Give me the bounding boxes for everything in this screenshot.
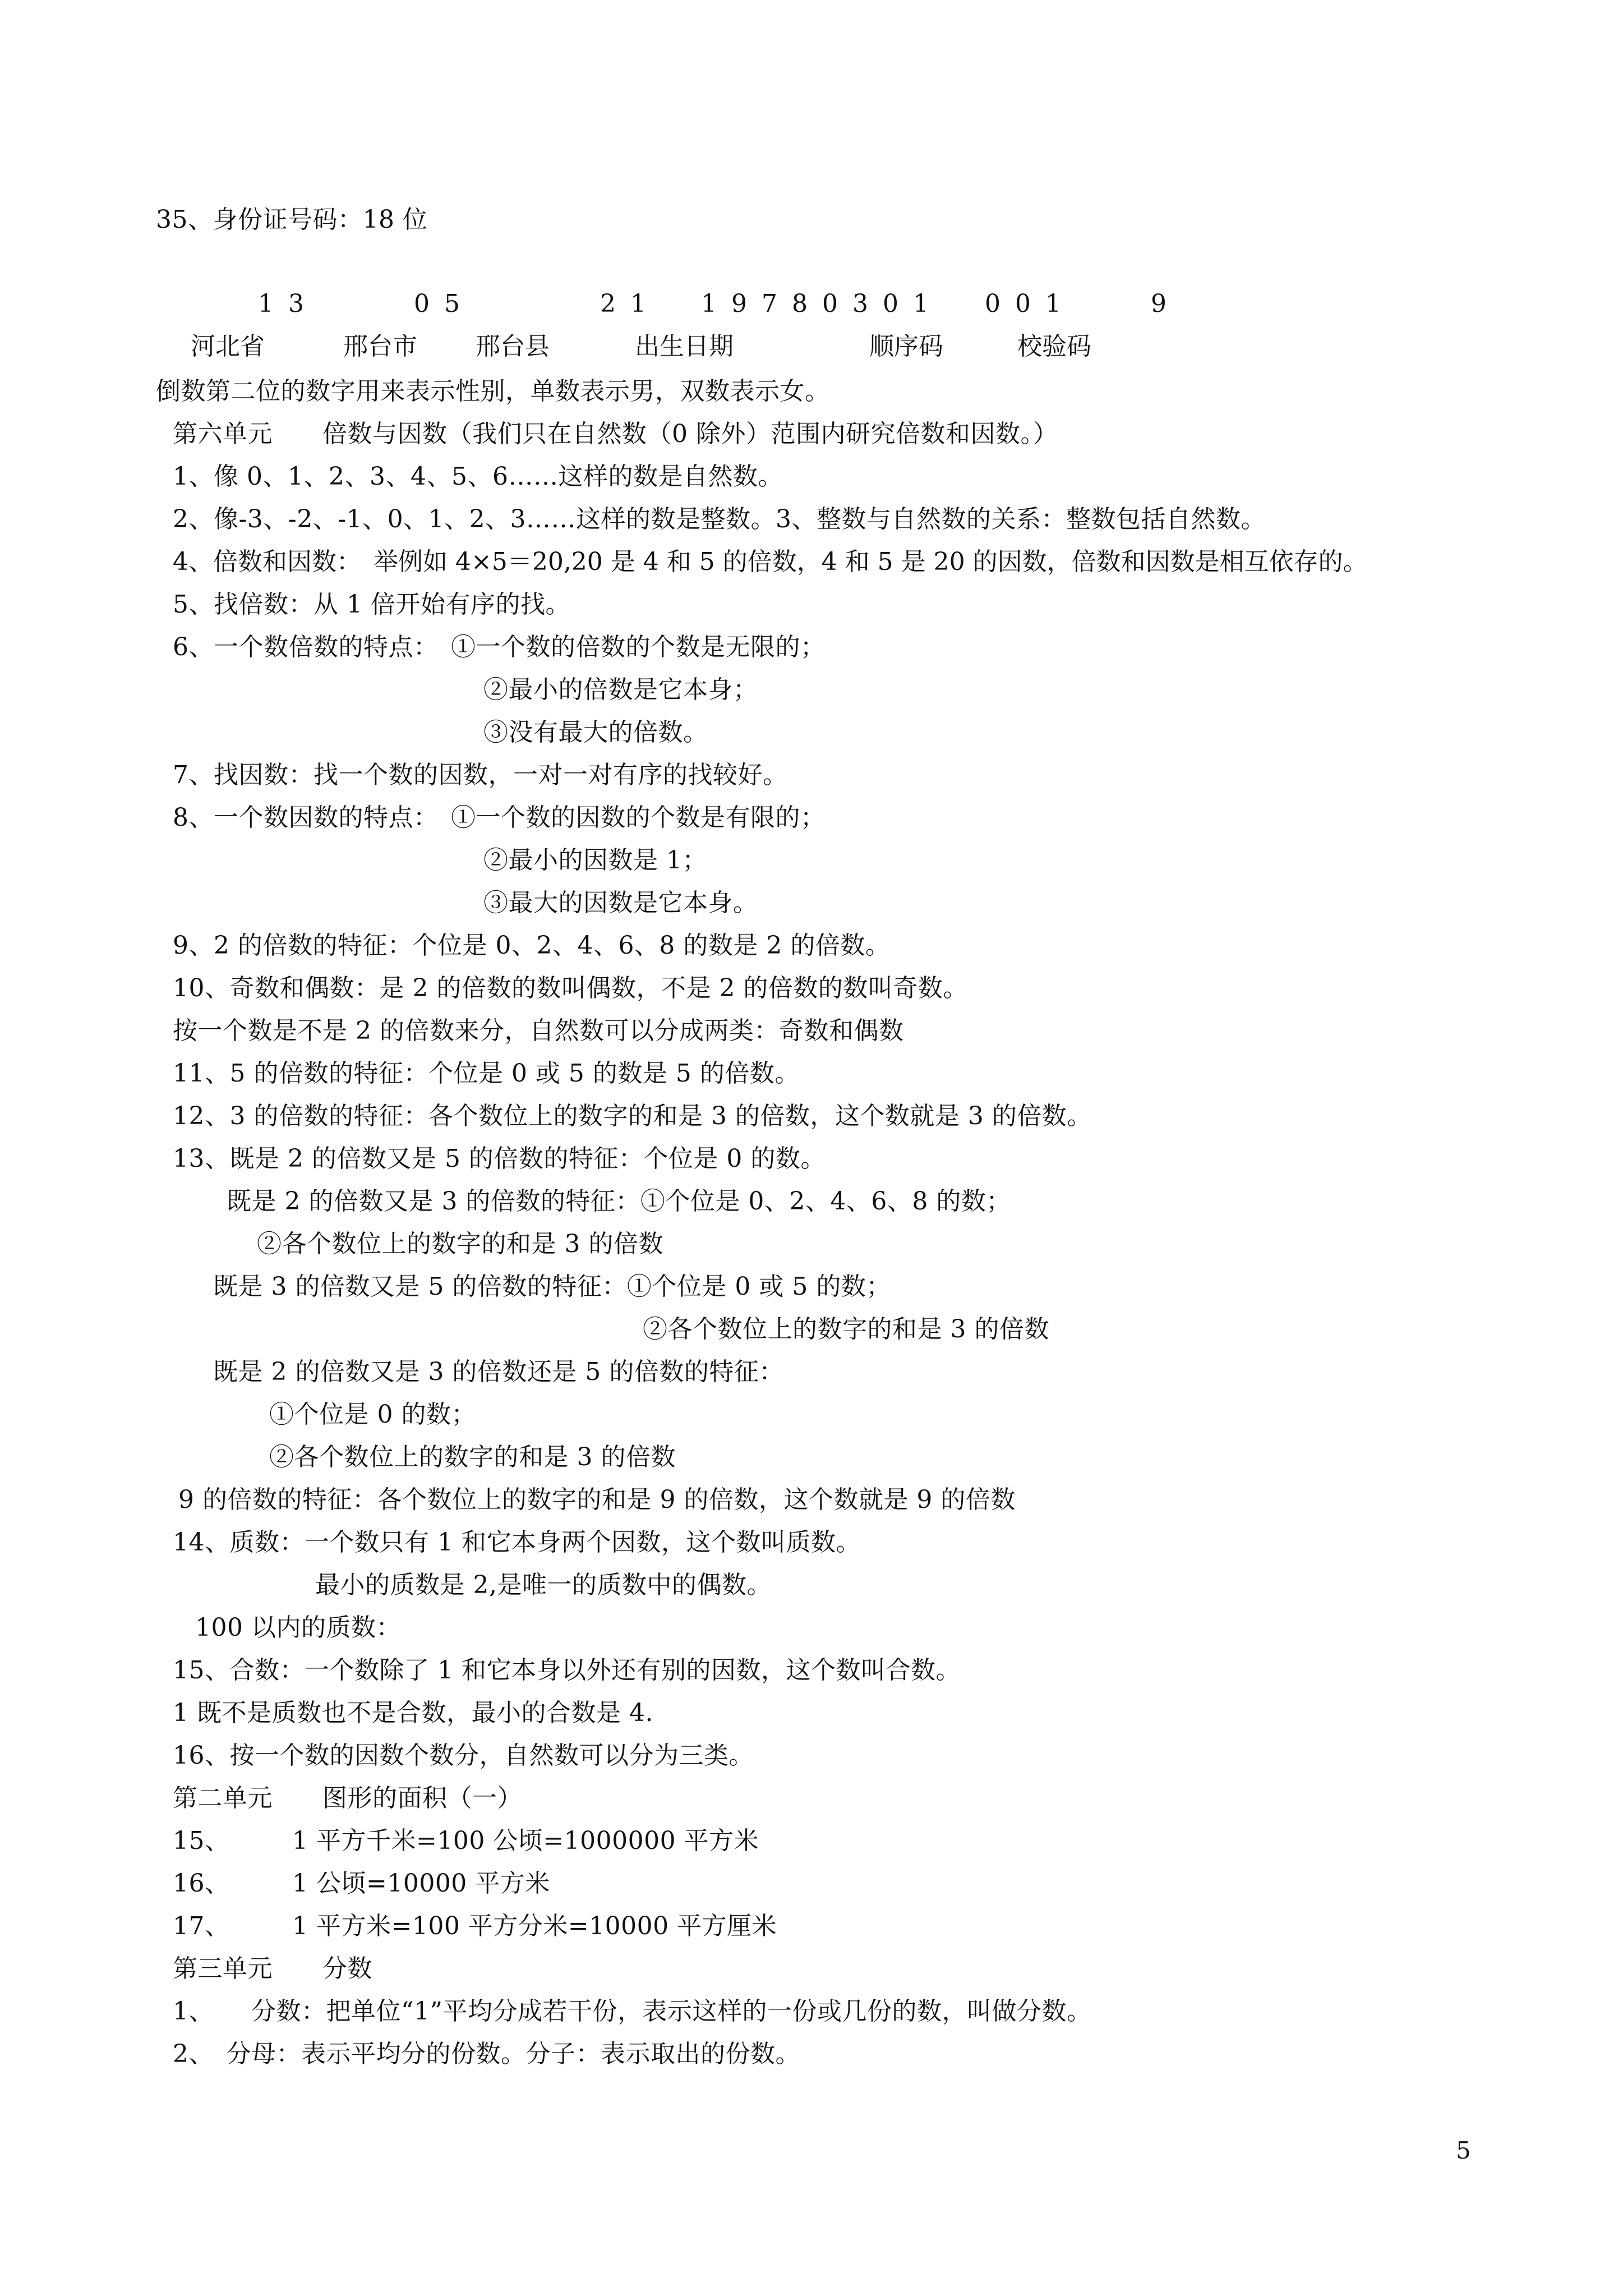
text-line: 11、5 的倍数的特征：个位是 0 或 5 的数是 5 的倍数。 [173,1059,800,1088]
text-line: 14、质数：一个数只有 1 和它本身两个因数，这个数叫质数。 [173,1528,861,1557]
text-line: 按一个数是不是 2 的倍数来分，自然数可以分成两类：奇数和偶数 [173,1016,904,1045]
id-digits-sequence: 001 [985,289,1076,318]
section-heading: 第六单元 倍数与因数（我们只在自然数（0 除外）范围内研究倍数和因数。） [173,420,1058,448]
text-line: 1、 分数：把单位“1”平均分成若干份，表示这样的一份或几份的数，叫做分数。 [173,1997,1092,2026]
text-line: 15、合数：一个数除了 1 和它本身以外还有别的因数，这个数叫合数。 [173,1656,961,1685]
id-label-city: 邢台市 [343,332,417,361]
text-line: 17、 1 平方米=100 平方分米=10000 平方厘米 [173,1912,777,1940]
text-line: ②最小的因数是 1； [483,846,707,875]
text-line: 4、倍数和因数： 举例如 4×5＝20,20 是 4 和 5 的倍数，4 和 5 是 20 的因数，倍数和因数是相互依存的。 [173,547,1368,576]
text-line: 9、2 的倍数的特征：个位是 0、2、4、6、8 的数是 2 的倍数。 [173,931,891,960]
text-line: 最小的质数是 2,是唯一的质数中的偶数。 [315,1571,772,1599]
text-line: 15、 1 平方千米=100 公顷=1000000 平方米 [173,1826,759,1855]
text-line: 6、一个数倍数的特点： ①一个数的倍数的个数是无限的； [173,633,826,661]
text-line: 9 的倍数的特征：各个数位上的数字的和是 9 的倍数，这个数就是 9 的倍数 [178,1485,1016,1514]
text-line: 2、 分母：表示平均分的份数。分子：表示取出的份数。 [173,2040,800,2068]
text-line: 1 既不是质数也不是合数，最小的合数是 4. [173,1699,653,1727]
text-line: 2、像-3、-2、-1、0、1、2、3……这样的数是整数。3、整数与自然数的关系：整数包括自然数。 [173,505,1266,533]
section-heading: 第二单元 图形的面积（一） [173,1784,522,1812]
text-line: ③没有最大的倍数。 [483,718,708,747]
text-line: 16、按一个数的因数个数分，自然数可以分为三类。 [173,1741,754,1770]
text-line: ③最大的因数是它本身。 [483,889,758,917]
text-line: ②各个数位上的数字的和是 3 的倍数 [269,1443,676,1471]
text-line: ①个位是 0 的数； [269,1400,476,1429]
id-digits-county: 21 [600,289,661,318]
section-heading: 第三单元 分数 [173,1954,372,1983]
text-line: 13、既是 2 的倍数又是 5 的倍数的特征：个位是 0 的数。 [173,1144,826,1173]
text-line: 100 以内的质数： [195,1613,401,1642]
id-label-sequence: 顺序码 [869,332,943,361]
text-line: 10、奇数和偶数：是 2 的倍数的数叫偶数，不是 2 的倍数的数叫奇数。 [173,974,968,1002]
text-line: 既是 2 的倍数又是 3 的倍数的特征：①个位是 0、2、4、6、8 的数； [227,1187,1011,1216]
id-digits-birthdate: 19780301 [701,289,943,318]
id-digits-check: 9 [1151,289,1166,318]
text-line: 8、一个数因数的特点： ①一个数的因数的个数是有限的； [173,803,826,832]
text-line: ②各个数位上的数字的和是 3 的倍数 [257,1230,663,1258]
id-label-check: 校验码 [1017,332,1091,361]
text-line: 1、像 0、1、2、3、4、5、6……这样的数是自然数。 [173,462,783,491]
id-label-province: 河北省 [191,332,265,361]
page-number: 5 [1456,2137,1471,2164]
id-digits-province: 13 [258,289,319,318]
text-line: ②最小的倍数是它本身； [483,675,758,704]
text-line: 既是 2 的倍数又是 3 的倍数还是 5 的倍数的特征： [213,1358,784,1386]
text-line: ②各个数位上的数字的和是 3 的倍数 [643,1315,1049,1343]
text-line: 16、 1 公顷=10000 平方米 [173,1869,550,1898]
text-line: 12、3 的倍数的特征：各个数位上的数字的和是 3 的倍数，这个数就是 3 的倍数。 [173,1102,1092,1130]
id-label-county: 邢台县 [476,332,550,361]
id-digits-city: 05 [414,289,474,318]
text-line: 5、找倍数：从 1 倍开始有序的找。 [173,590,570,619]
text-line: 7、找因数：找一个数的因数，一对一对有序的找较好。 [173,761,788,789]
text-line: 既是 3 的倍数又是 5 的倍数的特征：①个位是 0 或 5 的数； [213,1272,891,1301]
id-label-birthdate: 出生日期 [635,332,734,361]
id-card-heading: 35、身份证号码：18 位 [156,205,428,234]
text-line: 倒数第二位的数字用来表示性别，单数表示男，双数表示女。 [156,377,830,406]
